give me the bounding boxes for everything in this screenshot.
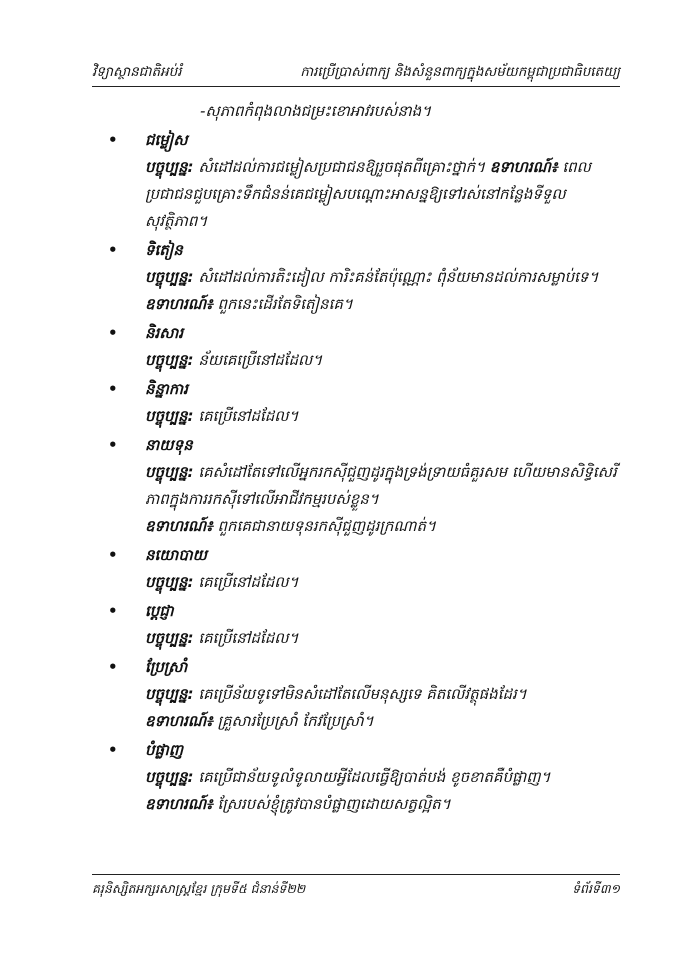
intro-example: -សុភាពកំពុងលាងជម្រះខោអាវរបស់នាង។ [200, 102, 432, 120]
term-entry [108, 127, 618, 235]
example-line [145, 513, 618, 540]
term-heading: នាយទុន [145, 436, 193, 454]
term-entry [108, 598, 618, 652]
bullet-icon: • [108, 658, 118, 676]
meaning-label: បច្ចុប្បន្ន: [145, 351, 194, 369]
meaning-text: គេប្រើនៅដដែល។ [198, 629, 299, 647]
meaning-line [145, 681, 618, 708]
header-title: ការប្រើប្រាស់ពាក្យ និងសំនួនពាក្យក្នុងសម័យកម្ពុជាប្រជាធិបតេយ្យ [300, 64, 620, 80]
meaning-line [145, 403, 618, 430]
bullet-icon: • [108, 602, 118, 620]
meaning-label: បច្ចុប្បន្ន: [145, 268, 194, 286]
meaning-text: គេប្រើជាន័យទូលំទូលាយអ្វីដែលធ្វើឱ្យបាត់បង់ ខូចខាតគឺបំផ្លាញ។ [198, 768, 551, 786]
meaning-text: គេប្រើន័យទូទៅមិនសំដៅតែលើមនុស្សទេ គិតលើវត្ថុផងដែរ។ [198, 685, 527, 703]
footer-authors: គរុនិស្សិតអក្សរសាស្ត្រខ្មែរ ក្រុមទី៥ ជំនាន់ទី២២ [92, 881, 306, 896]
page-footer [92, 878, 620, 900]
meaning-text: សំដៅដល់ការជម្លៀសប្រជាជនឱ្យរួចផុតពីគ្រោះថ្នាក់។ [198, 158, 486, 176]
main-content [108, 98, 618, 820]
meaning-label: បច្ចុប្បន្ន: [145, 407, 194, 425]
meaning-label: បច្ចុប្បន្ន: [145, 463, 194, 481]
meaning-line [145, 764, 618, 791]
term-heading: ប្រែស្រាំ [145, 658, 188, 676]
meaning-text: គេប្រើនៅដដែល។ [198, 573, 299, 591]
term-heading: ទិតៀន [145, 241, 183, 259]
example-label: ឧទាហរណ៍៖ [145, 795, 213, 813]
meaning-text: គេសំដៅតែទៅលើអ្នករកស៊ីជួញដូរក្នុងទ្រង់ទ្រាយធំគួរសម ហើយមានសិទ្ធិសេរីភាពក្នុងការរកស៊ីទៅលើអាជីវកម្មរបស់ខ្លួន។ [145, 463, 617, 508]
bullet-icon: • [108, 741, 118, 759]
meaning-line [145, 459, 618, 513]
meaning-line [145, 264, 618, 318]
meaning-line [145, 154, 618, 235]
meaning-text: គេប្រើនៅដដែល។ [198, 407, 299, 425]
term-entry [108, 432, 618, 540]
term-entry [108, 542, 618, 596]
header-divider [92, 86, 620, 87]
term-heading: ប្ដេជ្ញា [145, 602, 174, 620]
bullet-icon: • [108, 131, 118, 149]
meaning-line [145, 569, 618, 596]
bullet-icon: • [108, 436, 118, 454]
term-heading: ជម្លៀស [145, 131, 188, 149]
example-label: ឧទាហរណ៍៖ [145, 517, 213, 535]
term-entry [108, 737, 618, 818]
meaning-text: ន័យគេប្រើនៅដដែល។ [198, 351, 323, 369]
example-text: ពេលប្រជាជនជួបគ្រោះទឹកជំនន់គេជម្លៀសបណ្ដោះអាសន្នឱ្យទៅរស់នៅកន្លែងទីទួលសុវត្ថិភាព។ [145, 158, 591, 230]
term-heading: និន្នាការ [145, 380, 188, 398]
page-number: ទំព័រទី៣១ [572, 881, 620, 896]
meaning-label: បច្ចុប្បន្ន: [145, 768, 194, 786]
term-entry [108, 376, 618, 430]
meaning-label: បច្ចុប្បន្ន: [145, 573, 194, 591]
term-heading: នយោបាយ [145, 546, 207, 564]
meaning-text: សំដៅដល់ការតិះដៀល ការិះគន់តែប៉ុណ្ណោះ ពុំន័យមានដល់ការសម្លាប់ទេ។ [198, 268, 599, 286]
term-heading: បំផ្លាញ [145, 741, 184, 759]
term-list [108, 127, 618, 818]
term-heading: និរសារ [145, 324, 184, 342]
example-line [145, 791, 618, 818]
footer-divider [92, 874, 620, 875]
example-label: ឧទាហរណ៍៖ [489, 158, 558, 176]
page-header [92, 60, 620, 84]
bullet-icon: • [108, 380, 118, 398]
meaning-label: បច្ចុប្បន្ន: [145, 629, 194, 647]
bullet-icon: • [108, 324, 118, 342]
meaning-line [145, 625, 618, 652]
bullet-icon: • [108, 241, 118, 259]
meaning-line [145, 347, 618, 374]
term-entry [108, 320, 618, 374]
term-entry [108, 654, 618, 735]
example-label: ឧទាហរណ៍៖ [145, 295, 213, 313]
term-entry [108, 237, 618, 318]
example-text: ពួកគេជានាយទុនរកស៊ីជួញដូរក្រណាត់។ [217, 517, 436, 535]
meaning-label: បច្ចុប្បន្ន: [145, 158, 194, 176]
example-text: ស្រែរបស់ខ្ញុំត្រូវបានបំផ្លាញដោយសត្វល្អិត។ [217, 795, 451, 813]
example-text: គ្រួសារប្រែស្រាំ កែវប្រែស្រាំ។ [217, 712, 374, 730]
header-institution: វិទ្យាស្ថានជាតិអប់រំ [92, 64, 182, 80]
example-text: ពួកនេះដើរតែទិតៀនគេ។ [217, 295, 353, 313]
meaning-label: បច្ចុប្បន្ន: [145, 685, 194, 703]
bullet-icon: • [108, 546, 118, 564]
example-line [145, 708, 618, 735]
example-label: ឧទាហរណ៍៖ [145, 712, 213, 730]
